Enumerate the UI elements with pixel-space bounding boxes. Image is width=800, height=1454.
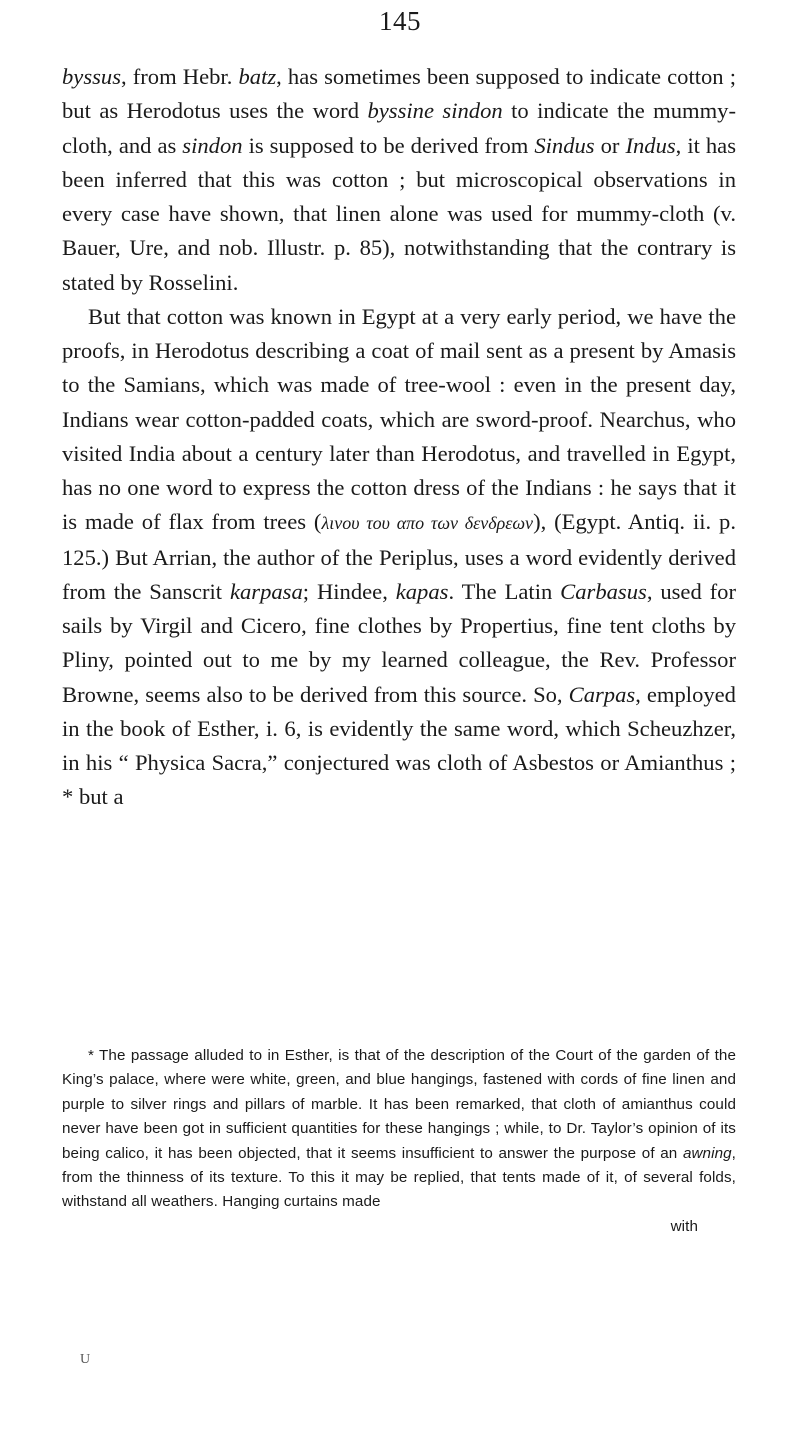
text-run: , used for sails by Virgil and Cicero, fine clothes by Propertius, fine tent cloths by Pliny, pointed out to me by my learned colleague, the Rev. Professor Browne, seems also to be derived from this source. So,	[62, 578, 736, 707]
footnote	[62, 1044, 736, 1239]
text-run: ; Hindee,	[302, 578, 396, 604]
text-run: , has sometimes been supposed to indicate cotton ; but as Herodotus uses the word	[62, 64, 736, 124]
text-run: * The passage alluded to in Esther, is that of the description of the Court of the garden of the King’s palace, where were white, green, and blue hangings, fastened with cords of fine linen and purple to silver rings and pillars of marble. It has been remarked, that cloth of amianthus could never have been got in sufficient quantities for these hangings ; while, to Dr. Taylor’s opinion of its being calico, it has been objected, that it seems insufficient to answer the purpose of an	[62, 1047, 736, 1162]
text-run: is supposed to be derived from	[242, 132, 535, 158]
page-number: 145	[379, 6, 421, 36]
text-run: or	[594, 132, 626, 158]
footnote-text	[62, 1047, 736, 1210]
text-run: . The Latin	[448, 578, 561, 604]
italic-term: Carpas	[568, 681, 636, 707]
italic-term: kapas	[395, 578, 449, 604]
footnote-catchword: with	[670, 1217, 698, 1235]
text-run: , from the thinness of its texture. To this it may be replied, that tents made of it, of several folds, withstand all weathers. Hanging curtains made	[62, 1144, 736, 1211]
italic-term: Carbasus	[560, 578, 647, 604]
text-run: ), (Egypt. Antiq. ii. p. 125.) But Arrian, the author of the Periplus, uses a word evidently derived from the Sanscrit	[62, 509, 736, 604]
printer-signature-mark: U	[80, 1352, 91, 1367]
italic-term: awning	[682, 1144, 732, 1162]
italic-term: sindon	[182, 132, 243, 158]
italic-term: Indus	[625, 132, 676, 158]
text-run: But that cotton was known in Egypt at a very early period, we have the proofs, in Herodotus describing a coat of mail sent as a present by Amasis to the Samians, which was made of tree-wool : even in the present day, Indians wear cotton-padded coats, which are sword-proof. Nearchus, who visited India about a century later than Herodotus, and travelled in Egypt, has no one word to express the cotton dress of the Indians : he says that it is made of flax from trees (	[62, 303, 736, 535]
greek-phrase: λινου του απο των δενδρεων	[321, 513, 534, 534]
italic-term: byssus	[62, 64, 121, 89]
text-run: , from Hebr.	[121, 64, 239, 89]
paragraph-2	[62, 300, 736, 815]
italic-term: batz	[238, 64, 277, 89]
italic-term: byssine sindon	[367, 98, 503, 124]
text-run: , it has been inferred that this was cotton ; but microscopical observations in every case have shown, that linen alone was used for mummy-cloth (v. Bauer, Ure, and nob. Illustr. p. 85), notwithstanding that the contrary is stated by Rosselini.	[62, 132, 737, 295]
main-text	[62, 60, 736, 815]
text-run: to indicate the mummy-cloth, and as	[62, 98, 737, 158]
paragraph-1	[62, 60, 736, 300]
italic-term: karpasa	[229, 578, 303, 604]
italic-term: Sindus	[534, 132, 595, 158]
text-run: , employed in the book of Esther, i. 6, is evidently the same word, which Scheuzhzer, in his “ Physica Sacra,” conjectured was cloth of Asbestos or Amianthus ; * but a	[62, 681, 736, 810]
